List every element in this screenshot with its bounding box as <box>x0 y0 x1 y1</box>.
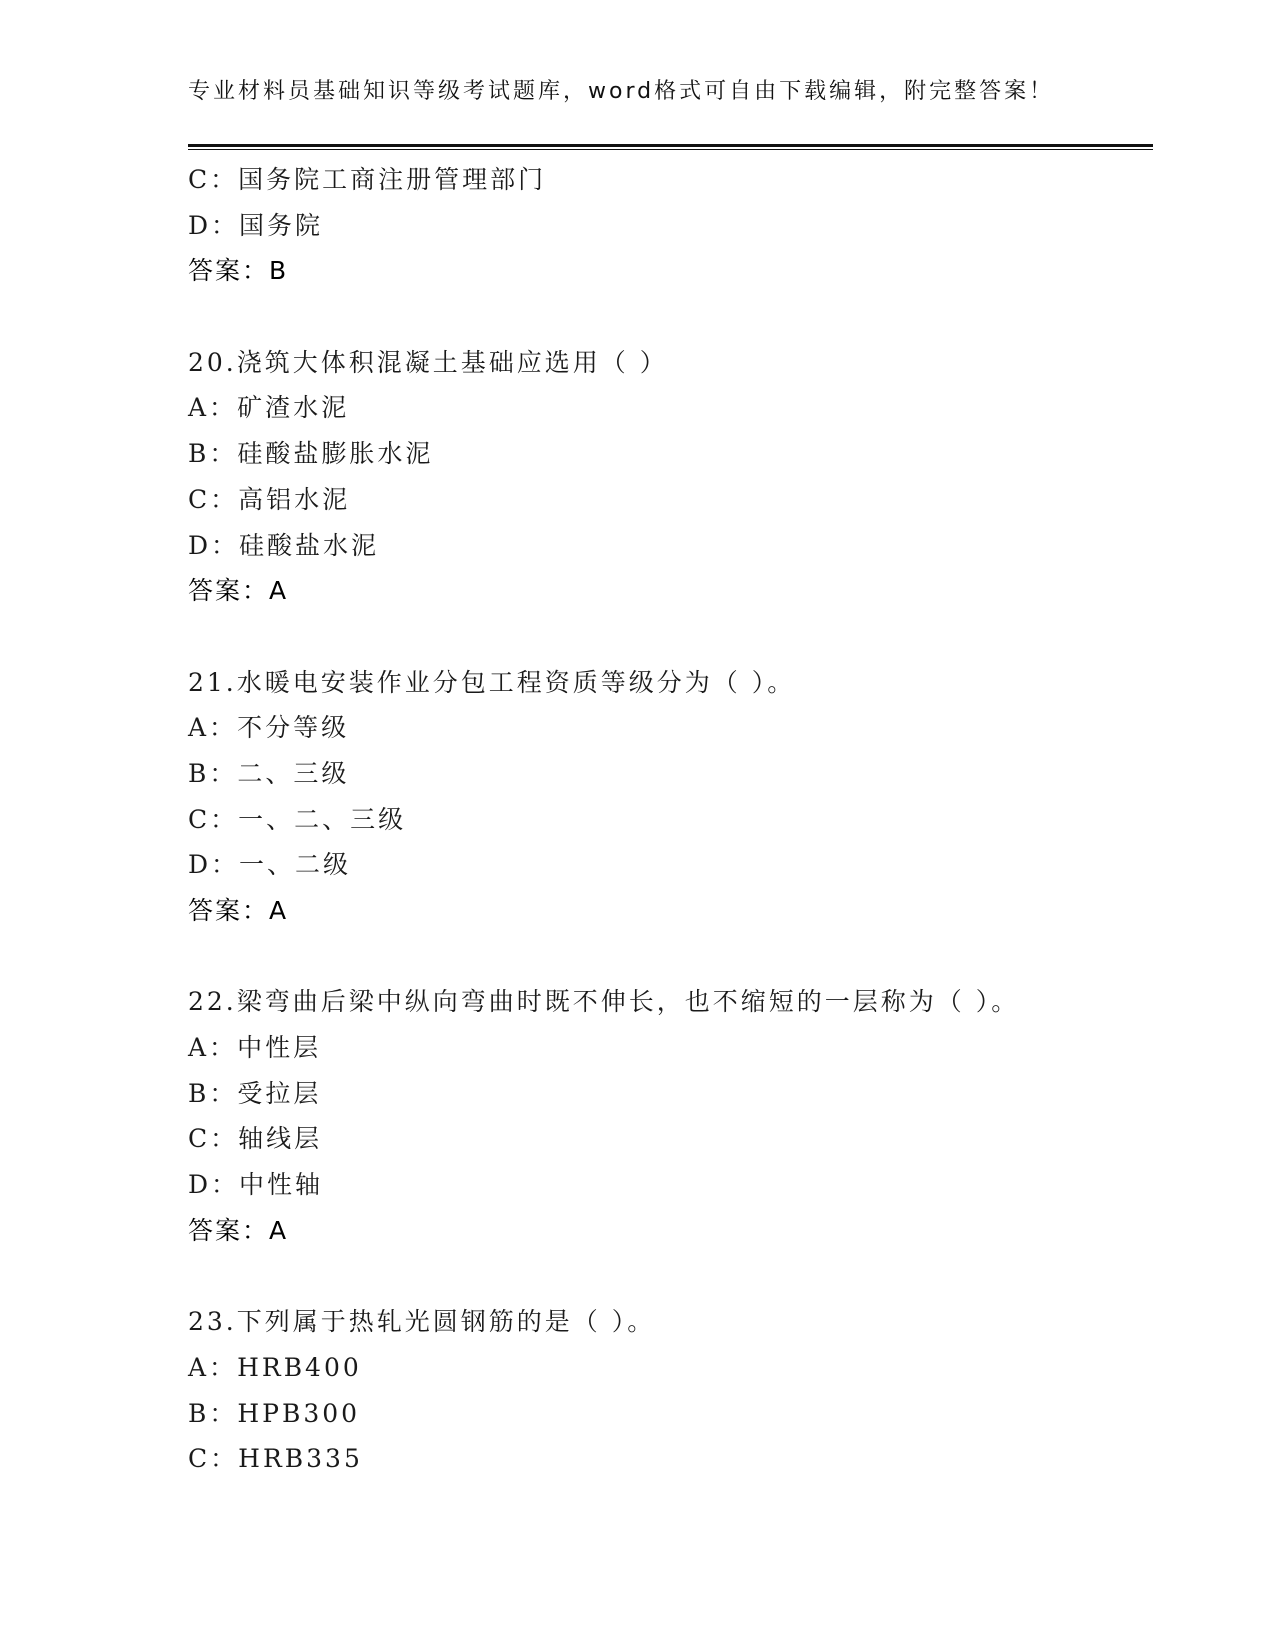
question-stem: 20.浇筑大体积混凝土基础应选用（ ） <box>188 347 668 377</box>
option-line: D：一、二级 <box>188 850 352 880</box>
answer-line: 答案：B <box>188 256 289 286</box>
question-content <box>188 157 1148 1482</box>
page-header-title: 专业材料员基础知识等级考试题库，word格式可自由下载编辑，附完整答案！ <box>188 79 1055 104</box>
option-line: D：国务院 <box>188 210 324 240</box>
option-line: D：硅酸盐水泥 <box>188 530 380 560</box>
option-line: C：高铝水泥 <box>188 484 351 514</box>
header-rule-thick <box>188 144 1153 147</box>
option-line: A：矿渣水泥 <box>188 393 350 423</box>
option-line: B：受拉层 <box>188 1078 322 1108</box>
option-line: C：HRB335 <box>188 1444 363 1474</box>
spacer <box>188 614 1148 660</box>
option-line: D：中性轴 <box>188 1170 324 1200</box>
option-line: A：不分等级 <box>188 713 350 743</box>
header-rule-thin <box>188 149 1153 150</box>
answer-line: 答案：A <box>188 1215 289 1245</box>
option-line: B：硅酸盐膨胀水泥 <box>188 439 434 469</box>
answer-line: 答案：A <box>188 896 289 925</box>
option-line: A：HRB400 <box>188 1352 362 1382</box>
spacer <box>188 1254 1148 1300</box>
spacer <box>188 294 1148 340</box>
option-line: C：国务院工商注册管理部门 <box>188 165 547 194</box>
option-line: B：HPB300 <box>188 1398 361 1428</box>
question-stem: 23.下列属于热轧光圆钢筋的是（ ）。 <box>188 1307 656 1337</box>
answer-line: 答案：A <box>188 576 289 606</box>
option-line: C：轴线层 <box>188 1124 323 1154</box>
option-line: C：一、二、三级 <box>188 804 407 834</box>
option-line: A：中性层 <box>188 1033 322 1063</box>
question-stem: 21.水暖电安装作业分包工程资质等级分为（ ）。 <box>188 667 796 697</box>
option-line: B：二、三级 <box>188 758 350 788</box>
spacer <box>188 934 1148 980</box>
question-stem: 22.梁弯曲后梁中纵向弯曲时既不伸长，也不缩短的一层称为（ ）。 <box>188 987 1020 1017</box>
